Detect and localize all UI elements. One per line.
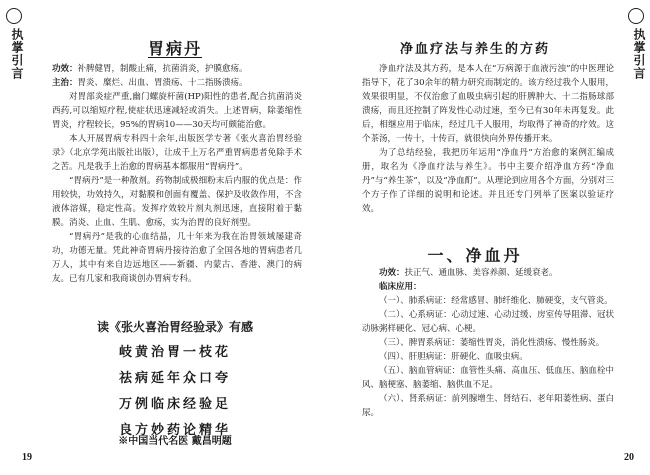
paragraph: 对胃部炎症严重,幽门螺旋杆菌(HP)阳性的患者,配合抗菌消炎西药,可以缩短疗程,使症状迅速减轻或消失。上述胃病，除萎缩性胃炎，疗程较长，95%的胃病10——30天均可颇能治愈。	[52, 92, 302, 130]
list-item: （四）、肝胆病证：肝硬化、血吸虫病。	[379, 352, 528, 362]
list-item: （三）、脾胃系病证：萎缩性胃炎，消化性溃疡、慢性肠炎。	[379, 338, 605, 348]
poem	[30, 340, 320, 444]
poem-subtitle: 读《张火喜治胃经验录》有感	[96, 320, 253, 334]
list-item: （五）、脑血管病证：血管性头痛、高血压、低血压、脑血栓中风、脑梗塞、脑萎缩、脑供血不足。	[362, 366, 614, 390]
left-body-text	[52, 62, 302, 286]
clinical-label: 临床应用：	[379, 282, 422, 292]
paragraph: “胃病丹”是我的心血结晶，几十年来为我在治胃领域屡建奇功，功德无量。凭此神奇胃病丹接待治愈了全国各地的胃病患者几万人，其中有来自边远地区——新疆、内蒙古、香港、澳门的病友。已有几家和我商谈创办胃病专科。	[52, 232, 302, 284]
section-title: 一、净血丹	[427, 246, 523, 265]
right-side-mark: 执掌引言	[632, 28, 646, 80]
seal-icon	[6, 8, 22, 24]
poem-line: 祛病延年众口夸	[118, 371, 231, 386]
poem-line: 良方妙药论精华	[118, 423, 231, 438]
paragraph: “胃病丹”是一种散剂。药物制成极细粉末后内服的优点是：作用较快，功效持久，对黏膜和创面有覆盖、保护及收敛作用，不含液体溶媒，稳定性高。发挥疗效较片剂丸剂迅速，直接附着于黏膜。消炎、止血、生肌、愈疡，实为治胃的良好剂型。	[52, 176, 302, 228]
right-section-text	[362, 266, 614, 420]
right-intro-text	[362, 62, 614, 216]
paragraph: 本人开展胃病专科四十余年,出版医学专著《张火喜治胃经验录》（北京学苑出版社出版），让成千上万名严重胃病患者免除手术之苦。凡是我手上治愈的胃病基本都服用“胃病丹”。	[52, 134, 302, 172]
left-side-mark: 执掌引言	[10, 28, 24, 80]
page-number-right: 20	[624, 452, 634, 463]
list-item: （六）、肾系病证：前列腺增生、肾结石、老年阳萎性病、蛋白尿。	[362, 394, 614, 418]
efficacy-line: 功效：扶正气、通血脉、美容养颜、延缓衰老。	[379, 268, 558, 278]
seal-icon	[628, 8, 644, 24]
left-page-title: 胃病丹	[147, 39, 202, 58]
indication-line: 主治：胃炎、糜烂、出血、胃溃疡、十二指肠溃疡。	[52, 78, 248, 88]
poem-line: 万例临床经验足	[118, 397, 231, 412]
list-item: （二）、心系病证：心动过速、心动过缓、房室传导阻滞、冠状动脉粥样硬化、冠心病、心梗。	[362, 310, 614, 334]
efficacy-line: 功效：补脾健胃，制酸止痛，抗菌消炎，护膜愈疡。	[52, 64, 248, 74]
page-number-left: 19	[22, 452, 32, 463]
poem-line: 岐黄治胃一枝花	[118, 345, 231, 360]
right-page-title: 净血疗法与养生的方药	[399, 42, 550, 57]
list-item: （一）、肺系病证：经常感冒、肺纤维化、肺硬变，支气管炎。	[379, 296, 613, 306]
poem-author: ※中国当代名医 戴昌明题	[118, 436, 232, 447]
paragraph: 为了总结经验，我把历年运用“净血丹”方治愈的案例汇编成册，取名为《净血疗法与养生》。书中主要介绍净血方药“净血丹”与“养生茶”，以及“净血酊”。从理论到应用各个方面，分别对三个方子作了详细的说明和论述。并且还专门列举了医案以验证疗效。	[362, 148, 614, 214]
paragraph: 净血疗法及其方药，是本人在“万病源于血液污浊”的中医理论指导下，花了30余年的精力研究而制定的。该方经过我个人服用，效果很明显，不仅治愈了血吸虫病引起的肝脾肿大、十二指肠球部溃疡，而且还控制了阵发性心动过速，至今已有30年未再复发。此后，相继应用于临床，经过几千人服用，均取得了神奇的疗效。这个茶汤，一传十，十传百，就很快向外界传播开来。	[362, 64, 614, 144]
